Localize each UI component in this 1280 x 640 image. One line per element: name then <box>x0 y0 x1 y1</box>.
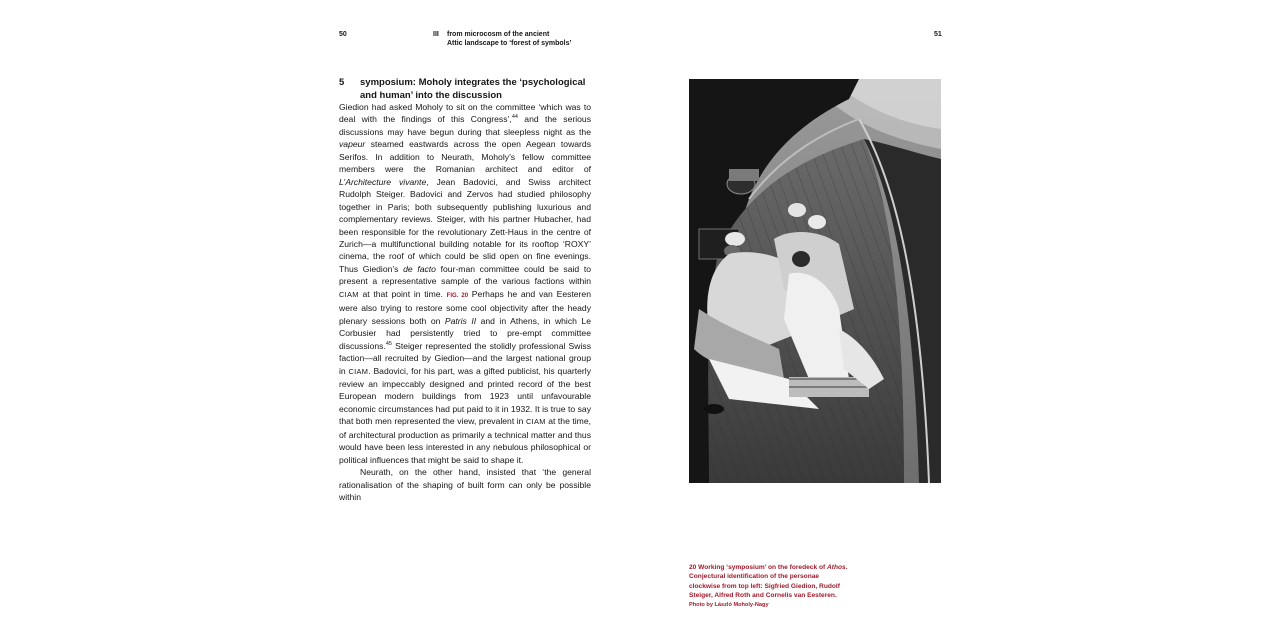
acronym-ciam: CIAM <box>525 417 546 427</box>
ship-name-patris: Patris II <box>444 315 477 326</box>
section-heading <box>339 77 599 102</box>
text-run: steamed eastwards across the open Aegean towards Serifos. In addition to Neurath, Moholy’s fellow committee members were the Romanian architect and editor of <box>339 139 591 175</box>
footnote-44: 44 <box>511 114 518 121</box>
deck-photo-illustration <box>689 79 941 483</box>
caption-text: Working ‘symposium’ on the foredeck of <box>696 564 828 571</box>
text-run: four-man committee could be said to present a representative sample of the various factions within <box>339 263 592 287</box>
paragraph-2: Neurath, on the other hand, insisted that ‘the general rationalisation of the shaping of built form can only be possible within <box>339 467 591 503</box>
page-number-left: 50 <box>339 31 347 38</box>
figure-reference[interactable]: FIG. 20 <box>446 292 469 299</box>
hat-white <box>788 203 806 217</box>
ship-name-athos: Athos <box>827 564 846 571</box>
text-run: and the serious discussions may have begun during that sleepless night as the <box>339 114 591 137</box>
running-head-line-1: from microcosm of the ancient <box>447 31 550 38</box>
term-de-facto: de facto <box>403 263 436 274</box>
term-vapeur: vapeur <box>339 139 366 150</box>
acronym-ciam: CIAM <box>339 289 359 299</box>
page-number-right: 51 <box>934 31 942 38</box>
figure-number: 20 <box>689 564 697 571</box>
text-run: at the time, of architectural production as primarily a technical matter and thus would have been less interested in any nebulous philosophical or political influences that might be said to shape it. <box>339 416 591 465</box>
chapter-numeral: III <box>433 31 439 38</box>
caption-text: . Conjectural identification of the personae clockwise from top left: Sigfried Giedion, Rudolf Steiger, Alfred Roth and Cornelis van Eesteren. <box>689 564 848 600</box>
figure-caption <box>689 563 849 610</box>
running-head <box>447 30 637 48</box>
text-run: Perhaps he and van Eesteren were also trying to restore some cool objectivity after the heady plenary sessions both on <box>339 288 591 326</box>
acronym-ciam: CIAM <box>348 366 369 376</box>
paragraph-1 <box>339 101 591 466</box>
photo-credit: Photo by László Moholy-Nagy <box>689 601 769 608</box>
text-run: at that point in time. <box>358 288 447 299</box>
text-run: Giedion had asked Moholy to sit on the committee ‘which was to deal with the findings of this Congress’, <box>339 102 591 125</box>
journal-title: L’Architecture vivante <box>339 176 427 187</box>
text-run: Steiger represented the stolidly professional Swiss faction—all recruited by Giedion—and the largest national group in <box>339 340 591 376</box>
figure-photo <box>689 79 941 483</box>
section-number: 5 <box>339 77 345 88</box>
footnote-45: 45 <box>385 340 392 347</box>
text-run: . Badovici, for his part, was a gifted publicist, his quarterly review an impeccably designed and printed record of the best European modern buildings from 1923 until unfavourable economic circumstances had put paid to it in 1932. It is true to say that both men represented the view, prevalent in <box>339 365 591 427</box>
section-title: symposium: Moholy integrates the ‘psychological and human’ into the discussion <box>360 77 586 101</box>
running-head-line-2: Attic landscape to ‘forest of symbols’ <box>447 40 572 47</box>
text-run: and in Athens, in which Le Corbusier had persistently tried to pre-empt committee discussions. <box>339 315 591 351</box>
body-text <box>339 101 591 504</box>
text-run: , Jean Badovici, and Swiss architect Rudolph Steiger. Badovici and Zervos had studied philosophy together in Paris; both subsequently publishing luxurious and complementary reviews. Steiger, with his partner Hubacher, had been responsible for the revolutionary Zett-Haus in the centre of Zurich—a multifunctional building notable for its rooftop ‘ROXY’ cinema, the roof of which could be slid open on fine evenings. Thus Giedion’s <box>339 176 591 274</box>
